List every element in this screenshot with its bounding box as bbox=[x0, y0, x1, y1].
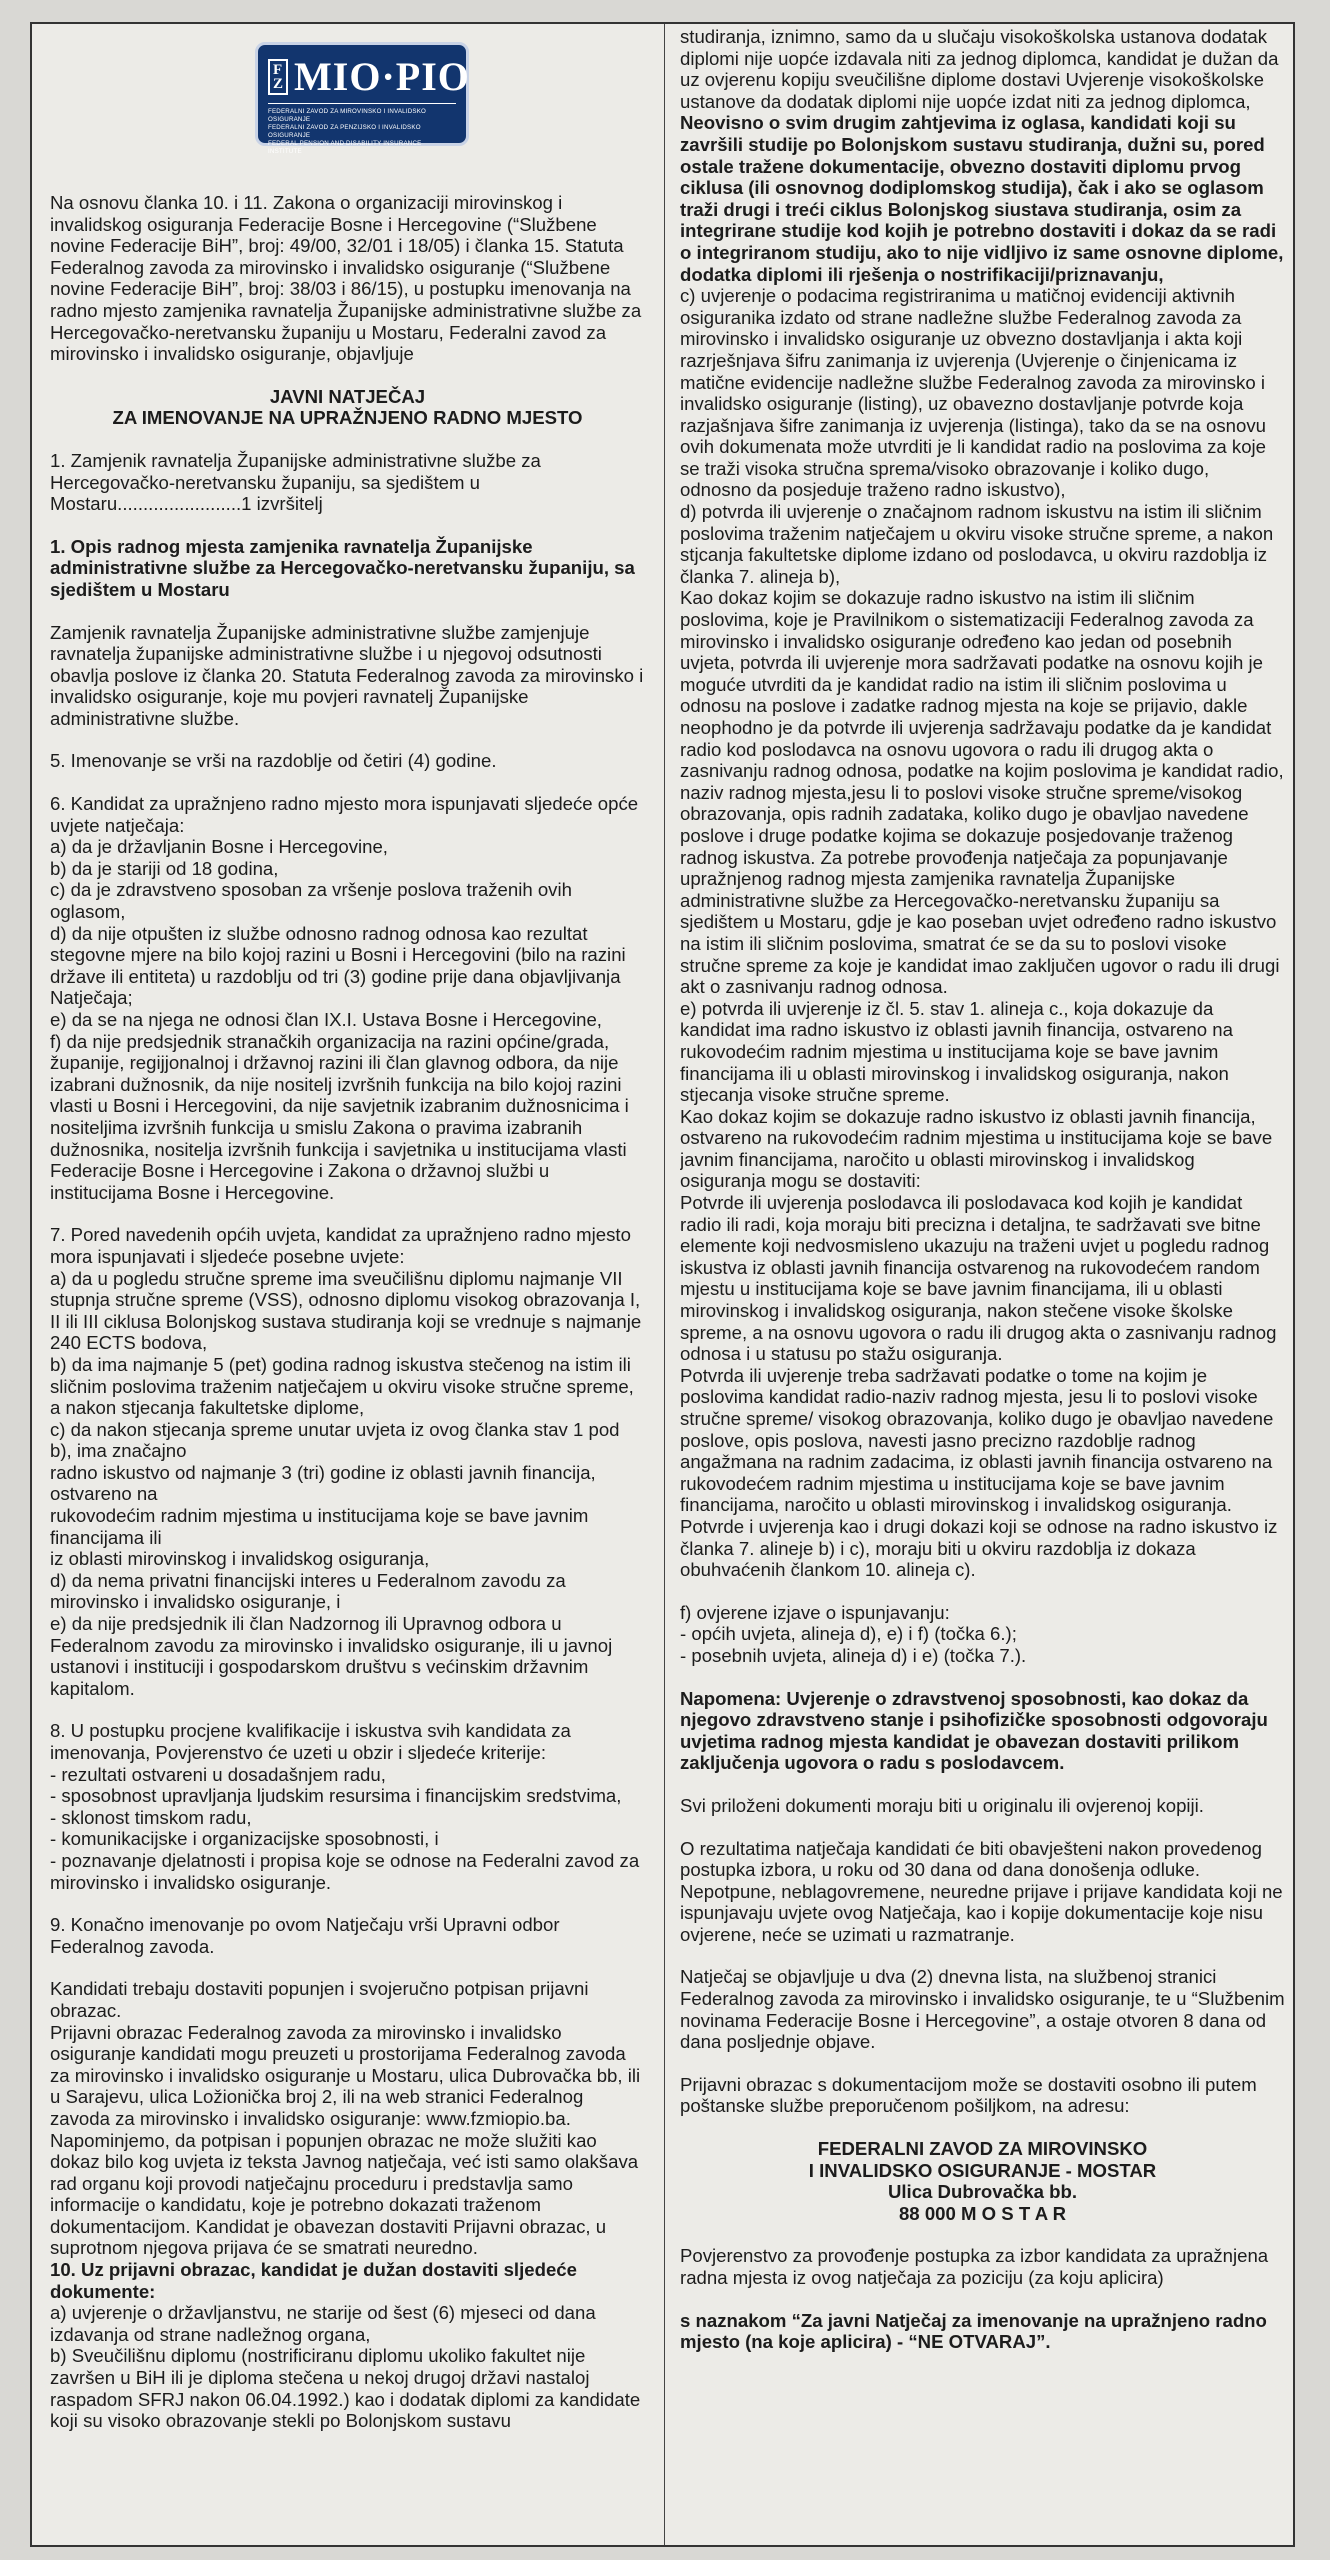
notice-paragraph: Kao dokaz kojim se dokazuje radno iskustvo na istim ili sličnim poslovima, koje je Pravilnikom o sistematizaciji Federalnog zavoda za mirovinsko i invalidsko osiguranje određeno kao jedan od posebnih uvjeta, potvrda ili uvjerenje mora sadržavati podatke na osnovu kojih je moguće utvrditi da je kandidat radio na istim ili sličnim poslovima u odnosu na poslove i zadatke radnog mjesta na koje se prijavio, dakle neophodno je da potvrde ili uvjerenja sadržavaju podatke da je kandidat radio kod poslodavca na osnovu ugovora o radu ili drugog akta o zasnivanju radnog odnosa, podatke na kojim poslovima je kandidat radio, naziv radnog mjesta,jesu li to poslovi visoke stručne spreme/visokog obrazovanja, opis radnih zadataka, koliko dugo je obavljao navedene poslove i druge podatke kojima se dokazuje posjedovanje traženog radnog iskustva. Za potrebe provođenja natječaja za popunjavanje upražnjenog radnog mjesta zamjenika ravnatelja Županijske administrativne službe za Hercegovačko-neretvansku županiju sa sjedištem u Mostaru, gdje je kao poseban uvjet određeno radno iskustvo na istim ili sličnim poslovima, smatrat će se da su to poslovi visoke stručne spreme za koje je kandidat imao zaključen ugovor o radu ili drugi akt o zasnivanju radnog odnosa. bbox=[680, 587, 1284, 998]
notice-paragraph: studiranja, iznimno, samo da u slučaju visokoškolska ustanova dodatak diplomi nije uopće izdavala niti za jednog diplomca, kandidat je dužan da uz ovjerenu kopiju sveučilišne diplome dostavi Uvjerenje visokoškolske ustanove da dodatak diplomi nije uopće izdat niti za jednog diplomca, bbox=[680, 26, 1279, 112]
notice-paragraph: Potvrda ili uvjerenje treba sadržavati podatke o tome na kojim je poslovima kandidat radio-naziv radnog mjesta, jesu li to poslovi visoke stručne spreme/ visokog obrazovanja, koliko dugo je obavljao navedene poslove, opis poslova, navesti jasno precizno razdoblje radnog angažmana na radnim zadacima, iz oblasti javnih financija ostvareno na rukovodećem radnim mjestima u institucijama koje se bave javnim financijama, naročito u oblasti mirovinskog i invalidskog osiguranja. bbox=[680, 1364, 1274, 1516]
notice-paragraph: Napominjemo, da potpisan i popunjen obrazac ne može služiti kao dokaz bilo kog uvjeta iz teksta Javnog natječaja, već isti samo olakšava rad organu koji provodi natječajnu proceduru i predstavlja samo informacije o kandidatu, koje je potrebno dokazati traženom dokumentacijom. Kandidat je obavezan dostaviti Prijavni obrazac, u suprotnom njegova prijava će se smatrati neuredno. bbox=[50, 2129, 639, 2259]
notice-paragraph: Prijavni obrazac s dokumentacijom može se dostaviti osobno ili putem poštanske službe preporučenom pošiljkom, na adresu: bbox=[680, 2073, 1257, 2117]
notice-paragraph: ZA IMENOVANJE NA UPRAŽNJENO RADNO MJESTO bbox=[112, 407, 583, 429]
notice-paragraph: FEDERALNI ZAVOD ZA MIROVINSKO bbox=[817, 2138, 1148, 2160]
notice-paragraph: a) uvjerenje o državljanstvu, ne starije od šest (6) mjeseci od dana izdavanja od strane nadležnog organa, bbox=[50, 2302, 596, 2345]
logo-subtitle-3: FEDERAL PENSION AND DISABILITY INSURANCE INSTITUTE bbox=[268, 140, 422, 155]
notice-paragraph: Svi priloženi dokumenti moraju biti u originalu ili ovjerenoj kopiji. bbox=[680, 1794, 1204, 1816]
notice-paragraph: d) da nema privatni financijski interes u Federalnom zavodu za mirovinsko i invalidsko osiguranje, i bbox=[50, 1569, 566, 1613]
notice-paragraph: 88 000 M O S T A R bbox=[898, 2202, 1067, 2224]
logo-subtitle-2: FEDERALNI ZAVOD ZA PENZIJSKO I INVALIDSKO OSIGURANJE bbox=[268, 124, 421, 139]
notice-paragraph: Prijavni obrazac Federalnog zavoda za mirovinsko i invalidsko osiguranje kandidati mogu preuzeti u prostorijama Federalnog zavoda za mirovinsko i invalidsko osiguranje u Mostaru, ulica Dubrovačka bb, ili u Sarajevu, ulica Ložionička broj 2, ili na web stranici Federalnog zavoda za mirovinsko i invalidsko osiguranje: www.fzmiopio.ba. bbox=[50, 2021, 641, 2129]
notice-paragraph: Neovisno o svim drugim zahtjevima iz oglasa, kandidati koji su završili studije po Bolonjskom sustavu studiranja, dužni su, pored ostale tražene dokumentacije, obvezno dostaviti diplomu prvog ciklusa (ili osnovnog dodiplomskog studija), čak i ako se oglasom traži drugi i treći ciklus Bolonjskog siustava studiranja, osim za integrirane studije kod kojih je potrebno dostaviti i dokaz da se radi o integriranom studiju, ako to nije vidljivo iz same osnovne diplome, dodatka diplomi ili rješenja o nostrifikaciji/priznavanju, bbox=[680, 112, 1284, 285]
notice-paragraph: e) potvrda ili uvjerenje iz čl. 5. stav 1. alineja c., koja dokazuje da kandidat ima radno iskustvo iz oblasti javnih financija, ostvareno na rukovodećim radnim mjestima u institucijama koje se bave javnim financijama ili u oblasti mirovinskog i invalidskog osiguranja, nakon stjecanja visoke stručne spreme. bbox=[680, 997, 1233, 1106]
notice-paragraph: Potvrde i uvjerenja kao i drugi dokazi koji se odnose na radno iskustvo iz članka 7. alineje b) i c), moraju biti u okviru razdoblja iz dokaza obuhvaćenih člankom 10. alineja c). bbox=[680, 1515, 1278, 1581]
notice-paragraph: 9. Konačno imenovanje po ovom Natječaju vrši Upravni odbor Federalnog zavoda. bbox=[50, 1914, 560, 1957]
notice-paragraph: 1. Zamjenik ravnatelja Županijske administrativne službe za Hercegovačko-neretvansku županiju, sa sjedištem u Mostaru........................1 izvršitelj bbox=[50, 449, 541, 515]
notice-paragraph: Zamjenik ravnatelja Županijske administrativne službe zamjenjuje ravnatelja županijske administrativne službe i u njegovoj odsutnosti obavlja poslove iz članka 20. Statuta Federalnog zavoda za mirovinsko i invalidsko osiguranje, koje mu povjeri ravnatelj Županijske administrativne službe. bbox=[50, 621, 644, 729]
notice-paragraph: - sposobnost upravljanja ljudskim resursima i financijskim sredstvima, bbox=[50, 1785, 622, 1807]
notice-paragraph: Napomena: Uvjerenje o zdravstvenoj sposobnosti, kao dokaz da njegovo zdravstveno stanje i psihofizičke sposobnosti odgovoraju uvjetima radnog mjesta kandidat je obavezan dostaviti prilikom zaključenja ugovora o radu s poslodavcem. bbox=[680, 1687, 1268, 1774]
notice-paragraph: I INVALIDSKO OSIGURANJE - MOSTAR bbox=[808, 2159, 1157, 2181]
notice-paragraph: e) da nije predsjednik ili član Nadzornog ili Upravnog odbora u Federalnom zavodu za mirovinsko i invalidsko osiguranje, ili u javnoj ustanovi i instituciji i gospodarskom društvu s većinskim državnim kapitalom. bbox=[50, 1613, 613, 1699]
notice-paragraph: a) da u pogledu stručne spreme ima sveučilišnu diplomu najmanje VII stupnja stručne spreme (VSS), odnosno diplomu visokog obrazovanja I, II ili III ciklusa Bolonjskog sustava studiranja koji se vrednuje s najmanje 240 ECTS bodova, bbox=[50, 1267, 642, 1354]
notice-paragraph: O rezultatima natječaja kandidati će biti obavješteni nakon provedenog postupka izbora, u roku od 30 dana od dana donošenja odluke. bbox=[680, 1837, 1262, 1881]
left-column-body bbox=[50, 192, 645, 2432]
notice-paragraph: JAVNI NATJEČAJ bbox=[269, 385, 426, 407]
notice-paragraph: b) da ima najmanje 5 (pet) godina radnog iskustva stečenog na istim ili sličnim poslovima traženim natječajem u okviru visoke stručne spreme, a nakon stjecanja fakultetske diplome, bbox=[50, 1353, 634, 1419]
notice-paragraph: f) ovjerene izjave o ispunjavanju: bbox=[680, 1601, 950, 1623]
logo-subtitle-1: FEDERALNI ZAVOD ZA MIROVINSKO I INVALIDSKO OSIGURANJE bbox=[268, 108, 427, 123]
notice-paragraph: Kandidati trebaju dostaviti popunjen i svojeručno potpisan prijavni obrazac. bbox=[50, 1978, 589, 2021]
notice-paragraph: - sklonost timskom radu, bbox=[50, 1806, 252, 1828]
notice-paragraph: d) da nije otpušten iz službe odnosno radnog odnosa kao rezultat stegovne mjere na bilo kojoj razini u Bosni i Hercegovini (bilo na razini države ili entiteta) u razdoblju od tri (3) godine prije dana objavljivanja Natječaja; bbox=[50, 922, 626, 1009]
notice-paragraph: d) potvrda ili uvjerenje o značajnom radnom iskustvu na istim ili sličnim poslovima traženim natječajem u okviru visoke stručne spreme, a nakon stjcanja fakultetske diplome izdano od poslodavca, u okviru razdoblja iz članka 7. alineja b), bbox=[680, 501, 1274, 587]
notice-paragraph: rukovodećim radnim mjestima u institucijama koje se bave javnim financijama ili bbox=[50, 1505, 589, 1548]
fz-mio-pio-logo bbox=[255, 42, 470, 155]
notice-paragraph: 7. Pored navedenih općih uvjeta, kandidat za upražnjeno radno mjesto mora ispunjavati i sljedeće posebne uvjete: bbox=[50, 1224, 631, 1267]
notice-paragraph: 5. Imenovanje se vrši na razdoblje od četiri (4) godine. bbox=[50, 750, 497, 772]
notice-paragraph: c) da nakon stjecanja spreme unutar uvjeta iz ovog članka stav 1 pod b), ima značajno bbox=[50, 1418, 620, 1462]
notice-paragraph: 6. Kandidat za upražnjeno radno mjesto mora ispunjavati sljedeće opće uvjete natječaja: bbox=[50, 793, 639, 836]
notice-paragraph: c) uvjerenje o podacima registriranima u matičnoj evidenciji aktivnih osiguranika izdato od strane nadležne službe Federalnog zavoda za mirovinsko i invalidsko osiguranje uz obvezno dostavljanja i akta koji razrješnjava šifru zanimanja iz uvjerenja (Uvjerenje o činjenicama iz matične evidencije nadležne službe Federalnog zavoda za mirovinsko i invalidsko osiguranje (listing), uz obavezno dostavljanje potvrde koja razjašnjava šifre zanimanja iz uvjerenja (listinga), tako da se na osnovu ovih dokumenata može utvrditi je li kandidat radio na poslovima za koje se traži visoka stručna sprema/visoko obrazovanje i koliko dugo, odnosno da posjeduje traženo radno iskustvo), bbox=[680, 285, 1267, 501]
notice-paragraph: e) da se na njega ne odnosi član IX.I. Ustava Bosne i Hercegovine, bbox=[50, 1009, 602, 1030]
right-column-body bbox=[680, 26, 1285, 2353]
column-divider bbox=[664, 24, 665, 2545]
notice-paragraph: Ulica Dubrovačka bb. bbox=[887, 2181, 1078, 2203]
notice-paragraph: 10. Uz prijavni obrazac, kandidat je dužan dostaviti sljedeće dokumente: bbox=[50, 2259, 577, 2302]
notice-paragraph: - posebnih uvjeta, alineja d) i e) (točka 7.). bbox=[680, 1644, 1027, 1666]
notice-paragraph: Natječaj se objavljuje u dva (2) dnevna lista, na službenoj stranici Federalnog zavoda za mirovinsko i invalidsko osiguranje, te u “Službenim novinama Federacije Bosne i Hercegovine”, a ostaje otvoren 8 dana od dana posljednje objave. bbox=[680, 1966, 1285, 2053]
notice-paragraph: c) da je zdravstveno sposoban za vršenje poslova traženih ovih oglasom, bbox=[50, 879, 572, 923]
notice-paragraph: Potvrde ili uvjerenja poslodavca ili poslodavaca kod kojih je kandidat radio ili radi, koja moraju biti precizna i detaljna, te sadržavati sve bitne elemente koji nedvosmisleno ukazuju na traženi uvjet u pogledu radnog iskustva iz oblasti javnih financija ostvarenog na rukovodećem random mjestu u institucijama koje se bave javnim financijama, ili u oblasti mirovinskog i invalidskog osiguranja, nakon stečene visoke školske spreme, a na osnovu ugovora o radu ili drugog akta o zasnivanju radnog odnosa i u statusu po stažu osiguranja. bbox=[680, 1192, 1277, 1365]
notice-paragraph: Kao dokaz kojim se dokazuje radno iskustvo iz oblasti javnih financija, ostvareno na rukovodećim radnim mjestima u institucijama koje se bave javnim financijama, naročito u oblasti mirovinskog i invalidskog osiguranja mogu se dostaviti: bbox=[680, 1105, 1273, 1192]
notice-paragraph: radno iskustvo od najmanje 3 (tri) godine iz oblasti javnih financija, ostvareno na bbox=[50, 1461, 596, 1505]
notice-paragraph: b) Sveučilišnu diplomu (nostrificiranu diplomu ukoliko fakultet nije završen u BiH ili je diploma stečena u nekoj drugoj državi nastaloj raspadom SFRJ nakon 06.04.1992.) kao i dodatak diplomi za kandidate koji su visoko obrazovanje stekli po Bolonjskom sustavu bbox=[50, 2345, 641, 2432]
notice-paragraph: Na osnovu članka 10. i 11. Zakona o organizaciji mirovinskog i invalidskog osiguranja Federacije Bosne i Hercegovine (“Službene novine Federacije BiH”, broj: 49/00, 32/01 i 18/05) i članka 15. Statuta Federalnog zavoda za mirovinsko i invalidsko osiguranje (“Službene novine Federacije BiH”, broj: 38/03 i 86/15), u postupku imenovanja na radno mjesto zamjenika ravnatelja Županijske administrativne službe za Hercegovačko-neretvansku županiju u Mostaru, Federalni zavod za mirovinsko i invalidsko osiguranje, objavljuje bbox=[50, 192, 642, 365]
notice-paragraph: - komunikacijske i organizacijske sposobnosti, i bbox=[50, 1828, 439, 1850]
notice-paragraph: - poznavanje djelatnosti i propisa koje se odnose na Federalni zavod za mirovinsko i invalidsko osiguranje. bbox=[50, 1849, 640, 1893]
notice-paragraph: - rezultati ostvareni u dosadašnjem radu, bbox=[50, 1763, 386, 1785]
notice-paragraph: 1. Opis radnog mjesta zamjenika ravnatelja Županijske administrativne službe za Hercegovačko-neretvansku županiju, sa sjedištem u Mostaru bbox=[50, 535, 635, 600]
notice-paragraph: f) da nije predsjednik stranačkih organizacija na razini općine/grada, županije, regijjonalnoj i državnoj razini ili član glavnog odbora, da nije izabrani dužnosnik, da nije nositelj izvršnih funkcija na bilo kojoj razini vlasti u Bosni i Hercegovini, da nije savjetnik izabranim dužnosnicima i nositeljima izvršnih funkcija u smislu Zakona o pravima izabranih dužnosnika, nositelja izvršnih funkcija i savjetnika u institucijama vlasti Federacije Bosne i Hercegovine i Zakona o državnoj službi u institucijama Bosne i Hercegovine. bbox=[50, 1030, 629, 1203]
logo-name: MIO·PIO bbox=[294, 54, 470, 100]
notice-paragraph: - općih uvjeta, alineja d), e) i f) (točka 6.); bbox=[680, 1623, 1017, 1645]
notice-paragraph: iz oblasti mirovinskog i invalidskog osiguranja, bbox=[50, 1548, 430, 1570]
left-column bbox=[50, 24, 645, 2545]
right-column bbox=[680, 24, 1285, 2545]
notice-paragraph: b) da je stariji od 18 godina, bbox=[50, 857, 279, 879]
notice-paragraph: s naznakom “Za javni Natječaj za imenovanje na upražnjeno radno mjesto (na koje aplicira) - “NE OTVARAJ”. bbox=[680, 2309, 1267, 2353]
job-notice-sheet bbox=[30, 22, 1295, 2547]
logo-fz-mark: F Z bbox=[268, 59, 288, 95]
notice-paragraph: 8. U postupku procjene kvalifikacije i iskustva svih kandidata za imenovanja, Povjerenstvo će uzeti u obzir i sljedeće kriterije: bbox=[50, 1720, 571, 1763]
notice-paragraph: a) da je državljanin Bosne i Hercegovine, bbox=[50, 836, 388, 858]
notice-paragraph: Nepotpune, neblagovremene, neuredne prijave i prijave kandidata koji ne ispunjavaju uvjete ovog Natječaja, kao i kopije dokumentacije koje nisu ovjerene, neće se uzimati u razmatranje. bbox=[680, 1880, 1283, 1945]
notice-paragraph: Povjerenstvo za provođenje postupka za izbor kandidata za upražnjena radna mjesta iz ovog natječaja za poziciju (za koju aplicira) bbox=[680, 2245, 1269, 2288]
